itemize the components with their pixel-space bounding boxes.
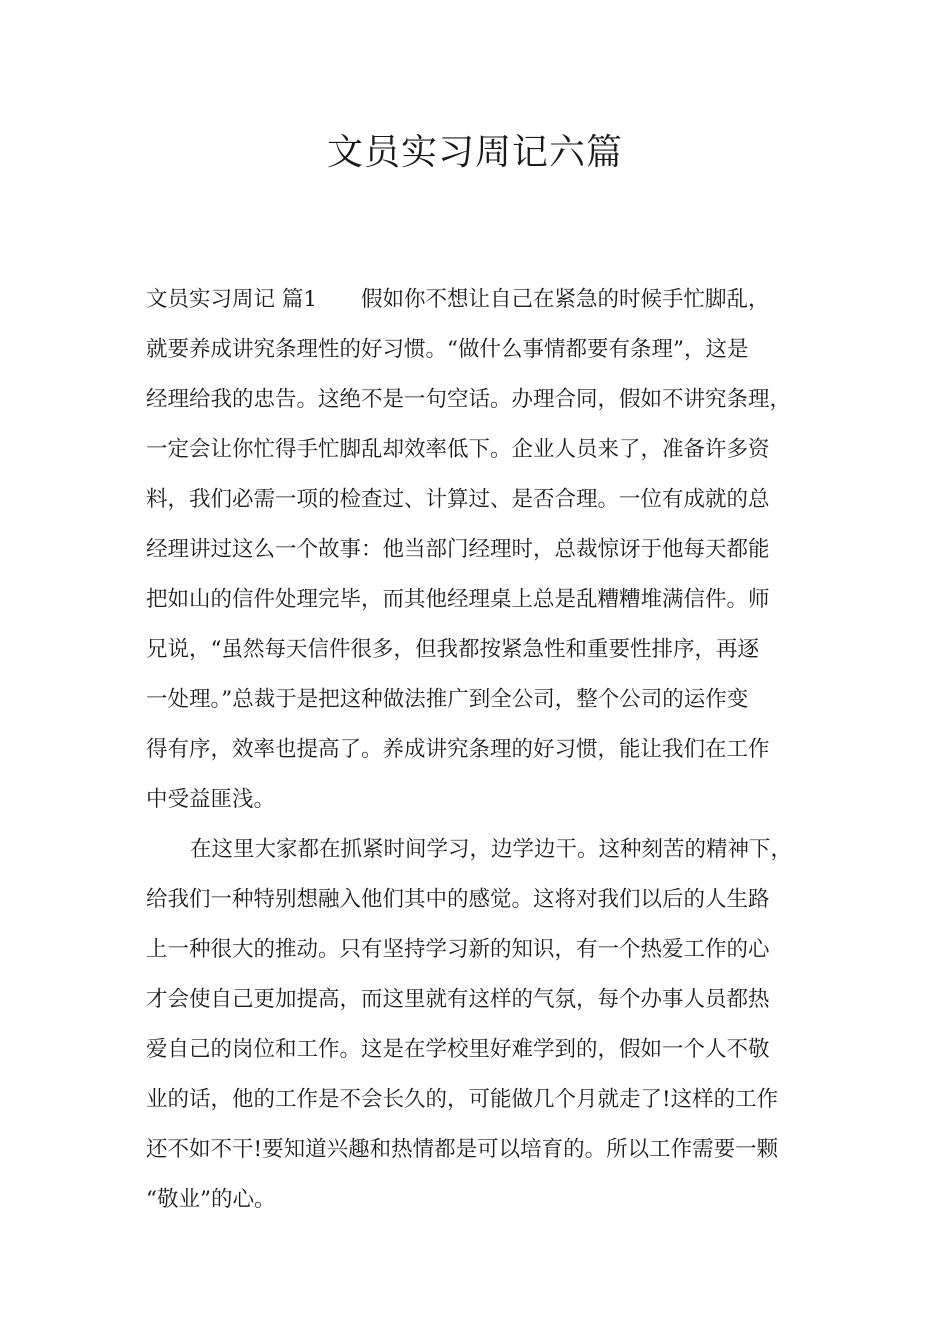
paragraph-line: 就要养成讲究条理性的好习惯。“做什么事情都要有条理”，这是 [146,337,749,362]
paragraph-line [146,282,816,332]
paragraph-2 [146,832,816,1232]
paragraph-line: 在这里大家都在抓紧时间学习，边学边干。这种刻苦的精神下， [190,837,793,862]
paragraph-line: 料，我们必需一项的检查过、计算过、是否合理。一位有成就的总 [146,487,770,512]
paragraph-line: 上一种很大的推动。只有坚持学习新的知识，有一个热爱工作的心 [146,937,770,962]
paragraph-line: “敬业”的心。 [146,1187,276,1212]
paragraph-line: 把如山的信件处理完毕，而其他经理桌上总是乱糟糟堆满信件。师 [146,587,770,612]
paragraph-line: 还不如不干!要知道兴趣和热情都是可以培育的。所以工作需要一颗 [146,1137,779,1162]
paragraph-line: 经理给我的忠告。这绝不是一句空话。办理合同，假如不讲究条理， [146,387,792,412]
document-body [146,282,816,1232]
paragraph-line: 才会使自己更加提高，而这里就有这样的气氛，每个办事人员都热 [146,987,770,1012]
paragraph-1 [146,282,816,832]
paragraph-line: 给我们一种特别想融入他们其中的感觉。这将对我们以后的人生路 [146,887,770,912]
paragraph-line: 经理讲过这么一个故事：他当部门经理时，总裁惊讶于他每天都能 [146,537,770,562]
paragraph-line: 业的话，他的工作是不会长久的，可能做几个月就走了!这样的工作 [146,1087,779,1112]
paragraph-line: 中受益匪浅。 [146,787,276,812]
document-title: 文员实习周记六篇 [326,132,623,173]
paragraph-line: 得有序，效率也提高了。养成讲究条理的好习惯，能让我们在工作 [146,737,770,762]
paragraph-line: 一定会让你忙得手忙脚乱却效率低下。企业人员来了，准备许多资 [146,437,770,462]
paragraph-line: 兄说，“虽然每天信件很多，但我都按紧急性和重要性排序，再逐 [146,637,759,662]
section-label: 文员实习周记 篇1 [146,287,318,312]
line-text: 假如你不想让自己在紧急的时候手忙脚乱， [361,287,770,312]
paragraph-line: 爱自己的岗位和工作。这是在学校里好难学到的，假如一个人不敬 [146,1037,770,1062]
paragraph-line: 一处理。”总裁于是把这种做法推广到全公司，整个公司的运作变 [146,687,749,712]
